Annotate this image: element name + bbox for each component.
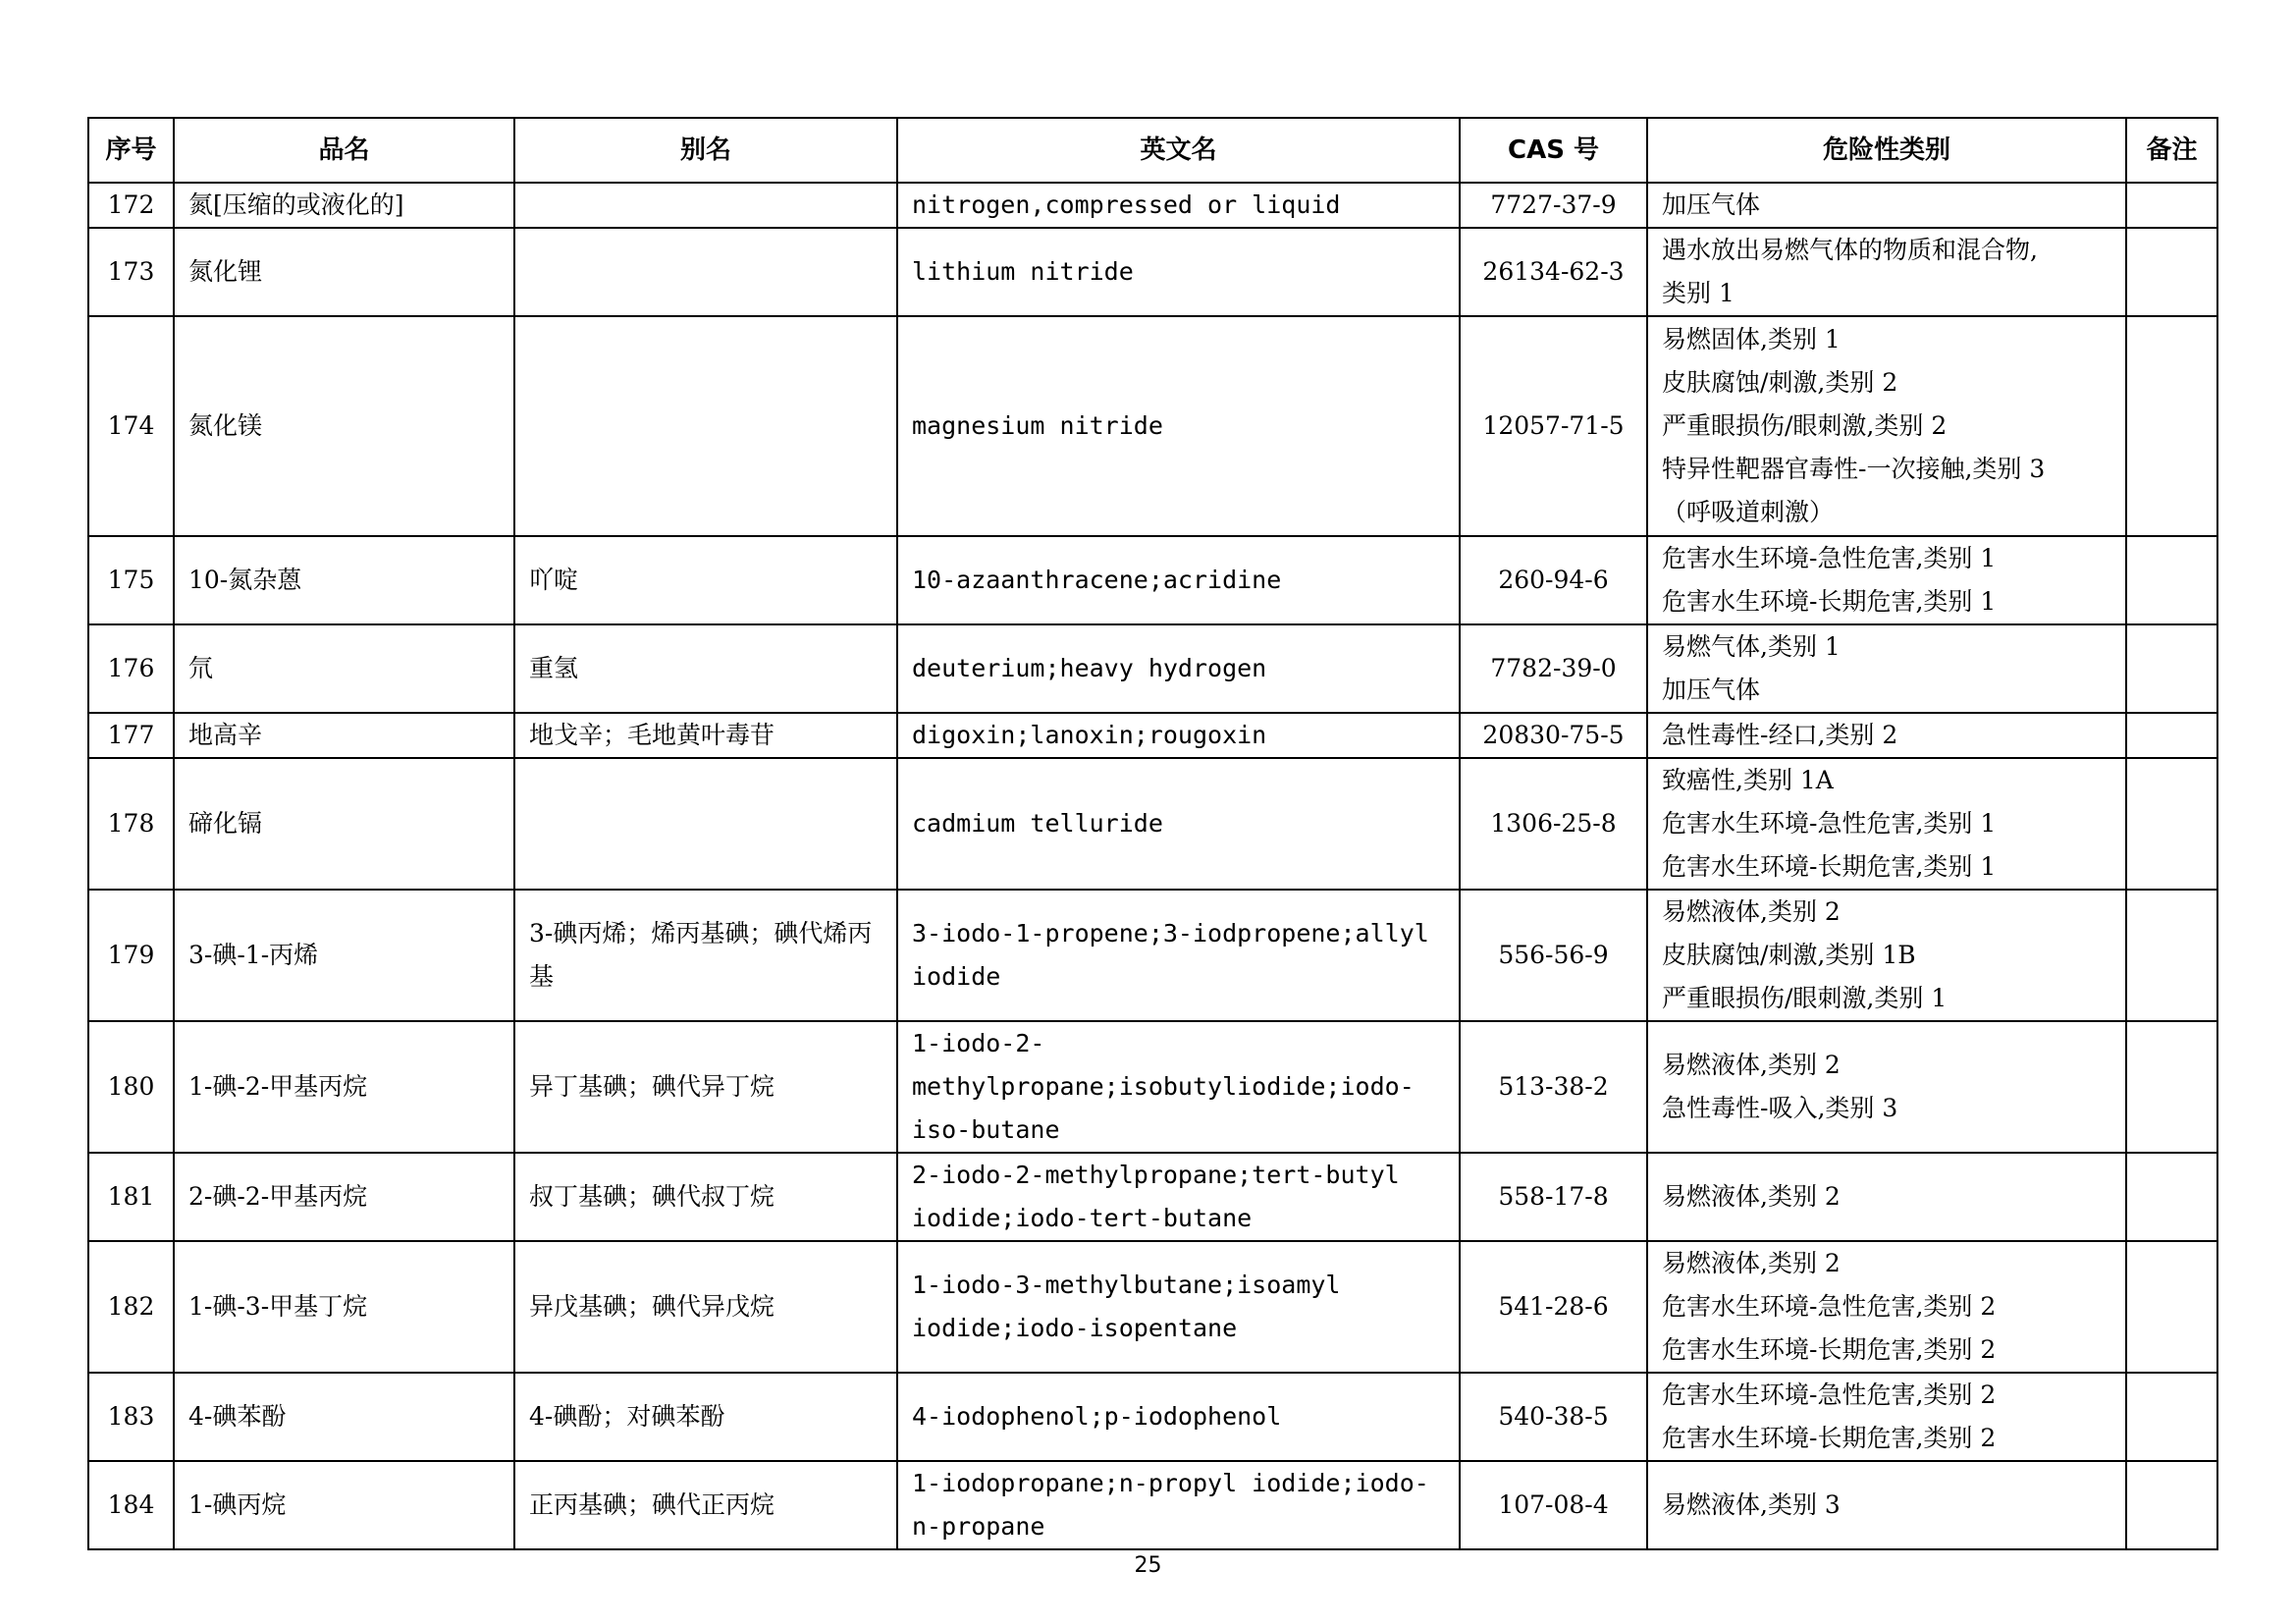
hazard-line: 危害水生环境-急性危害,类别 1 [1662,809,1997,838]
cell-no: 177 [88,713,174,758]
table-body [88,183,2217,1549]
cell-hazard-class [1647,536,2126,624]
cell-hazard-class [1647,228,2126,316]
header-hazard-class: 危险性类别 [1647,118,2126,183]
cell-name: 1-碘-3-甲基丁烷 [174,1241,514,1373]
hazard-line: 易燃液体,类别 2 [1662,1182,1841,1211]
cell-alias: 地戈辛；毛地黄叶毒苷 [514,713,897,758]
hazard-line: 急性毒性-吸入,类别 3 [1662,1094,1898,1122]
table-row [88,183,2217,228]
hazard-line: 急性毒性-经口,类别 2 [1662,721,1898,749]
hazard-line: 危害水生环境-长期危害,类别 1 [1662,852,1997,881]
cell-name: 1-碘-2-甲基丙烷 [174,1021,514,1153]
hazard-line: 危害水生环境-长期危害,类别 1 [1662,587,1997,616]
cell-name: 氮化锂 [174,228,514,316]
header-name: 品名 [174,118,514,183]
cell-cas: 1306-25-8 [1460,758,1647,890]
table-row [88,758,2217,890]
table-row [88,1241,2217,1373]
hazard-line: 遇水放出易燃气体的物质和混合物, [1662,236,2038,264]
cell-cas: 558-17-8 [1460,1153,1647,1241]
cell-alias [514,183,897,228]
hazard-line: 皮肤腐蚀/刺激,类别 2 [1662,368,1898,397]
cell-english-name: cadmium telluride [897,758,1460,890]
page-number: 25 [1134,1553,1162,1578]
hazard-line: 类别 1 [1662,279,1735,307]
cell-no: 181 [88,1153,174,1241]
hazard-line: 皮肤腐蚀/刺激,类别 1B [1662,941,1916,969]
cell-no: 175 [88,536,174,624]
table-row [88,1153,2217,1241]
cell-remark [2126,890,2217,1021]
cell-english-name: deuterium;heavy hydrogen [897,624,1460,713]
table-row [88,1373,2217,1461]
cell-hazard-class [1647,758,2126,890]
cell-name: 4-碘苯酚 [174,1373,514,1461]
cell-no: 178 [88,758,174,890]
cell-cas: 12057-71-5 [1460,316,1647,536]
cell-cas: 20830-75-5 [1460,713,1647,758]
cell-no: 172 [88,183,174,228]
cell-english-name: lithium nitride [897,228,1460,316]
cell-alias: 叔丁基碘；碘代叔丁烷 [514,1153,897,1241]
table-row [88,536,2217,624]
hazard-line: 易燃气体,类别 1 [1662,632,1841,661]
hazardous-chemicals-table [87,117,2218,1550]
table-row [88,228,2217,316]
table-row [88,1021,2217,1153]
cell-remark [2126,228,2217,316]
cell-alias: 3-碘丙烯；烯丙基碘；碘代烯丙基 [514,890,897,1021]
cell-name: 10-氮杂蒽 [174,536,514,624]
hazard-line: 危害水生环境-长期危害,类别 2 [1662,1424,1997,1452]
cell-hazard-class [1647,1373,2126,1461]
table-row [88,1461,2217,1549]
cell-no: 180 [88,1021,174,1153]
cell-english-name: 1-iodo-2-methylpropane;isobutyliodide;iodo-iso-butane [897,1021,1460,1153]
cell-alias: 4-碘酚；对碘苯酚 [514,1373,897,1461]
cell-english-name: 3-iodo-1-propene;3-iodpropene;allyl iodide [897,890,1460,1021]
cell-hazard-class [1647,713,2126,758]
cell-english-name: digoxin;lanoxin;rougoxin [897,713,1460,758]
hazard-line: 严重眼损伤/眼刺激,类别 2 [1662,411,1948,440]
table-header-row [88,118,2217,183]
cell-cas: 107-08-4 [1460,1461,1647,1549]
cell-alias: 正丙基碘；碘代正丙烷 [514,1461,897,1549]
cell-remark [2126,1461,2217,1549]
cell-name: 氮化镁 [174,316,514,536]
table-row [88,316,2217,536]
cell-remark [2126,713,2217,758]
hazard-line: 易燃液体,类别 3 [1662,1490,1841,1519]
cell-remark [2126,183,2217,228]
cell-name: 氘 [174,624,514,713]
header-remark: 备注 [2126,118,2217,183]
table-row [88,890,2217,1021]
cell-remark [2126,1021,2217,1153]
table-row [88,713,2217,758]
cell-cas: 26134-62-3 [1460,228,1647,316]
cell-cas: 540-38-5 [1460,1373,1647,1461]
cell-remark [2126,1241,2217,1373]
hazard-line: 危害水生环境-急性危害,类别 2 [1662,1380,1997,1409]
hazard-line: 易燃液体,类别 2 [1662,1051,1841,1079]
hazard-line: 危害水生环境-长期危害,类别 2 [1662,1335,1997,1364]
cell-no: 184 [88,1461,174,1549]
cell-name: 1-碘丙烷 [174,1461,514,1549]
cell-alias: 吖啶 [514,536,897,624]
header-no: 序号 [88,118,174,183]
hazard-line: 易燃固体,类别 1 [1662,325,1841,353]
hazard-line: 特异性靶器官毒性-一次接触,类别 3 [1662,455,2046,483]
cell-alias [514,228,897,316]
cell-hazard-class [1647,1241,2126,1373]
cell-hazard-class [1647,1153,2126,1241]
cell-name: 碲化镉 [174,758,514,890]
cell-cas: 260-94-6 [1460,536,1647,624]
cell-cas: 513-38-2 [1460,1021,1647,1153]
cell-remark [2126,1373,2217,1461]
cell-hazard-class [1647,183,2126,228]
cell-remark [2126,536,2217,624]
cell-hazard-class [1647,1021,2126,1153]
cell-no: 173 [88,228,174,316]
cell-english-name: 10-azaanthracene;acridine [897,536,1460,624]
hazard-line: 危害水生环境-急性危害,类别 2 [1662,1292,1997,1321]
cell-cas: 7727-37-9 [1460,183,1647,228]
cell-alias: 异丁基碘；碘代异丁烷 [514,1021,897,1153]
hazard-line: 严重眼损伤/眼刺激,类别 1 [1662,984,1948,1012]
header-english-name: 英文名 [897,118,1460,183]
cell-no: 182 [88,1241,174,1373]
header-alias: 别名 [514,118,897,183]
cell-english-name: magnesium nitride [897,316,1460,536]
cell-english-name: 2-iodo-2-methylpropane;tert-butyl iodide;iodo-tert-butane [897,1153,1460,1241]
cell-alias [514,758,897,890]
cell-no: 183 [88,1373,174,1461]
cell-hazard-class [1647,624,2126,713]
cell-name: 地高辛 [174,713,514,758]
cell-remark [2126,624,2217,713]
cell-name: 2-碘-2-甲基丙烷 [174,1153,514,1241]
cell-english-name: 1-iodo-3-methylbutane;isoamyl iodide;iodo-isopentane [897,1241,1460,1373]
cell-name: 3-碘-1-丙烯 [174,890,514,1021]
cell-english-name: 1-iodopropane;n-propyl iodide;iodo-n-propane [897,1461,1460,1549]
hazard-line: 致癌性,类别 1A [1662,766,1834,794]
cell-alias: 重氢 [514,624,897,713]
hazard-line: 易燃液体,类别 2 [1662,897,1841,926]
table-row [88,624,2217,713]
cell-no: 179 [88,890,174,1021]
cell-hazard-class [1647,1461,2126,1549]
hazard-line: 加压气体 [1662,676,1761,704]
hazard-line: 危害水生环境-急性危害,类别 1 [1662,544,1997,572]
cell-cas: 7782-39-0 [1460,624,1647,713]
cell-english-name: 4-iodophenol;p-iodophenol [897,1373,1460,1461]
hazard-line: 加压气体 [1662,190,1761,219]
cell-alias: 异戊基碘；碘代异戊烷 [514,1241,897,1373]
cell-hazard-class [1647,316,2126,536]
cell-remark [2126,758,2217,890]
cell-hazard-class [1647,890,2126,1021]
cell-alias [514,316,897,536]
hazard-line: （呼吸道刺激） [1662,498,1835,526]
cell-remark [2126,316,2217,536]
cell-no: 176 [88,624,174,713]
cell-remark [2126,1153,2217,1241]
cell-english-name: nitrogen,compressed or liquid [897,183,1460,228]
cell-cas: 556-56-9 [1460,890,1647,1021]
header-cas: CAS 号 [1460,118,1647,183]
cell-no: 174 [88,316,174,536]
cell-name: 氮[压缩的或液化的] [174,183,514,228]
hazard-line: 易燃液体,类别 2 [1662,1249,1841,1277]
cell-cas: 541-28-6 [1460,1241,1647,1373]
